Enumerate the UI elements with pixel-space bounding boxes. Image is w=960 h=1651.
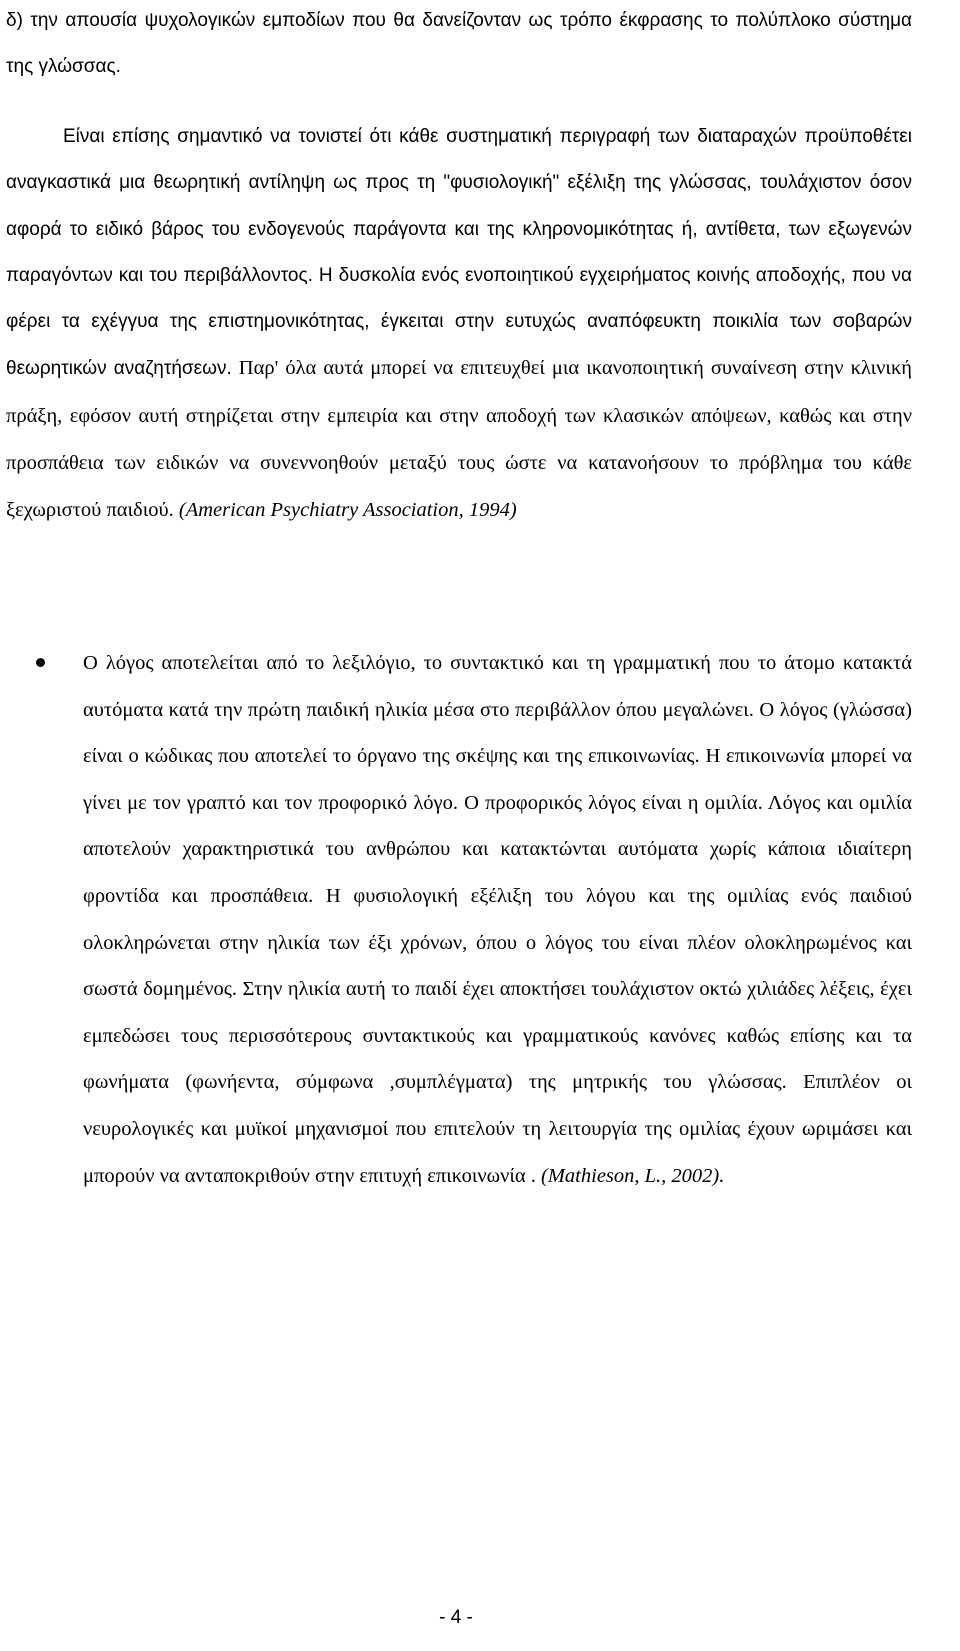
citation-mathieson: (Mathieson, L., 2002). <box>535 1164 725 1187</box>
bullet-text: Ο λόγος αποτελείται από το λεξιλόγιο, το συντακτικό και τη γραμματική που το άτομο κατακτά αυτόματα κατά την πρώτη παιδική ηλικία μέσα στο περιβάλλον όπου μεγαλώνει. Ο λόγος (γλώσσα) είναι ο κώδικας που αποτελεί το όργανο της σκέψης και της επικοινωνίας. Η επικοινωνία μπορεί να γίνει με τον γραπτό και τον προφορικό λόγο. Ο προφορικός λόγος είναι η ομιλία. Λόγος και ομιλία αποτελούν χαρακτηριστικά του ανθρώπου και κατακτώνται αυτόματα χωρίς κάποια ιδιαίτερη φροντίδα και προσπάθεια. Η φυσιολογική εξέλιξη του λόγου και της ομιλίας ενός παιδιού ολοκληρώνεται στην ηλικία των έξι χρόνων, όπου ο λόγος του είναι πλέον ολοκληρωμένος και σωστά δομημένος. Στην ηλικία αυτή το παιδί έχει αποκτήσει τουλάχιστον οκτώ χιλιάδες λέξεις, έχει εμπεδώσει τους περισσότερους συντακτικούς και γραμματικούς κανόνες καθώς επίσης και τα φωνήματα (φωνήεντα, σύμφωνα ,συμπλέγματα) της μητρικής του γλώσσας. Επιπλέον οι νευρολογικές και μυϊκοί μηχανισμοί που επιτελούν τη λειτουργία της ομιλίας έχουν ωριμάσει και μπορούν να ανταποκριθούν στην επιτυχή επικοινωνία . <box>83 652 912 1187</box>
bullet-item-speech-definition <box>0 640 912 1199</box>
paragraph-text-serif: Παρ' όλα αυτά μπορεί να επιτευχθεί μια ικανοποιητική συναίνεση στην κλινική πράξη, εφόσον αυτή στηρίζεται στην εμπειρία και στην αποδοχή των κλασικών απόψεων, καθώς και στην προσπάθεια των ειδικών να συνεννοηθούν μεταξύ τους ώστε να κατανοήσουν το πρόβλημα του κάθε ξεχωριστού παιδιού. <box>6 357 912 522</box>
page-number: - 4 - <box>439 1607 473 1628</box>
citation-apa: (American Psychiatry Association, 1994) <box>173 499 517 522</box>
paragraph-text-sans: Είναι επίσης σημαντικό να τονιστεί ότι κάθε συστηματική περιγραφή των διαταραχών προϋποθέτει αναγκαστικά μια θεωρητική αντίληψη ως προς τη "φυσιολογική" εξέλιξη της γλώσσας, τουλάχιστον όσον αφορά το ειδικό βάρος του ενδογενούς παράγοντα και της κληρονομικότητας ή, αντίθετα, των εξωγενών παραγόντων και του περιβάλλοντος. Η δυσκολία ενός ενοποιητικού εγχειρήματος κοινής αποδοχής, που να φέρει τα εχέγγυα της επιστημονικότητας, έγκειται στην ευτυχώς αναπόφευκτη ποικιλία των σοβαρών θεωρητικών αναζητήσεων. <box>6 126 912 380</box>
bullet-list <box>0 640 912 1199</box>
paragraph-theoretical-framework <box>6 114 912 535</box>
paragraph-text: δ) την απουσία ψυχολογικών εμποδίων που θα δανείζονταν ως τρόπο έκφρασης το πολύπλοκο σύστημα της γλώσσας. <box>6 10 912 78</box>
bullet-dot-icon <box>36 658 45 667</box>
paragraph-psychological-obstacles <box>6 0 912 91</box>
bullet-paragraph <box>83 640 912 1199</box>
